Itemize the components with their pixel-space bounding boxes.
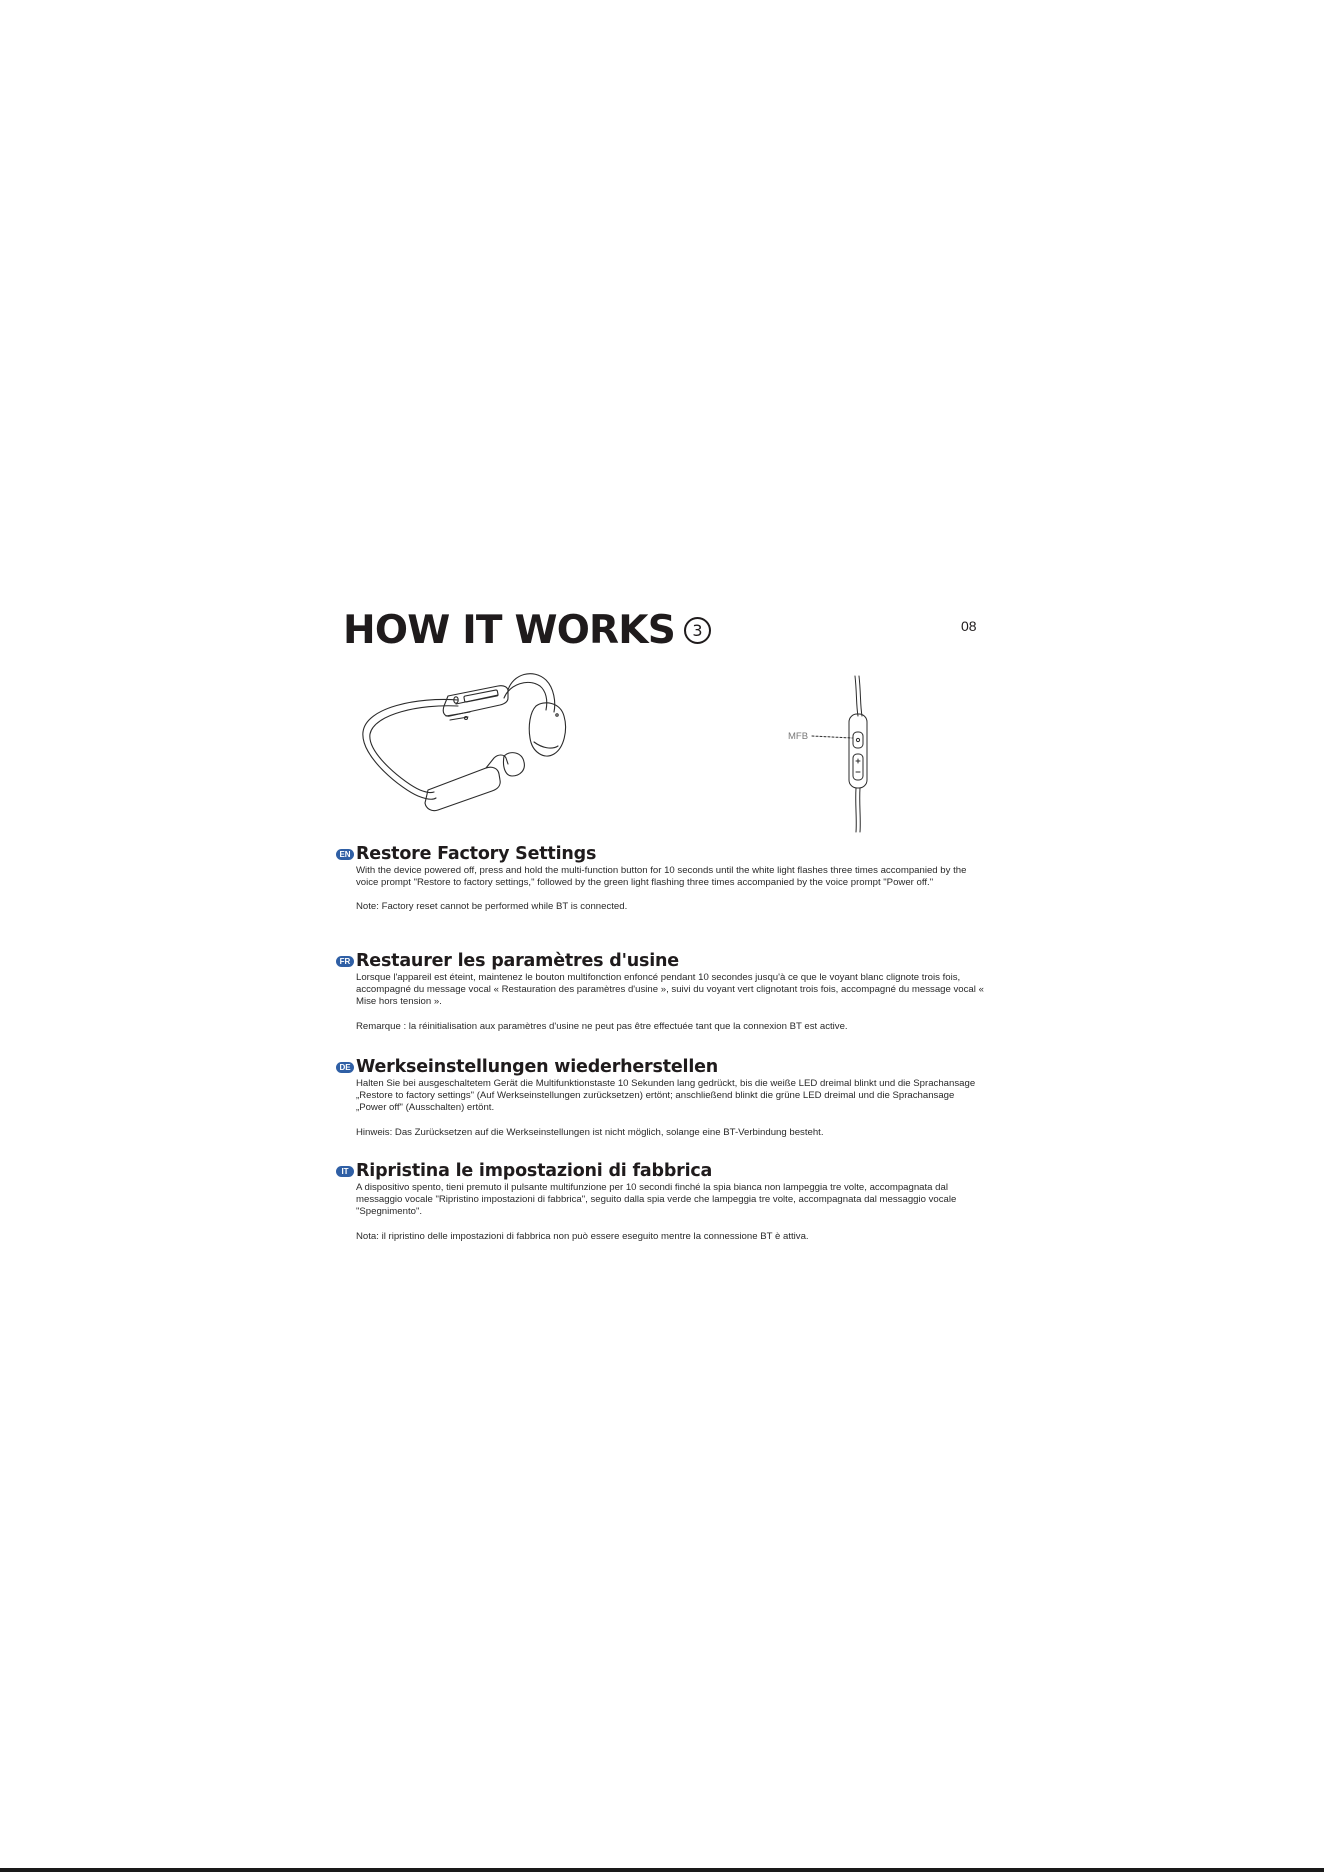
- step-number-badge: 3: [684, 617, 711, 644]
- section-title: Werkseinstellungen wiederherstellen: [356, 1057, 719, 1077]
- language-badge: FR: [336, 956, 354, 967]
- section-heading: [336, 1160, 986, 1182]
- section-heading: [336, 843, 986, 865]
- page-title: [343, 608, 711, 653]
- mfb-control-illustration: [782, 674, 892, 834]
- section-it: [336, 1160, 986, 1243]
- language-badge: DE: [336, 1062, 354, 1073]
- mfb-label: MFB: [788, 731, 809, 742]
- section-body: A dispositivo spento, tieni premuto il pulsante multifunzione per 10 secondi finché la spia bianca non lampeggia tre volte, accompagnata dal messaggio vocale "Ripristino impostazioni di fabbrica", seguito dalla spia verde che lampeggia tre volte, accompagnata dal messaggio vocale "Spegnimento".: [356, 1182, 957, 1218]
- headset-illustration: [358, 672, 618, 832]
- section-title: Ripristina le impostazioni di fabbrica: [356, 1161, 713, 1181]
- section-note: Remarque : la réinitialisation aux paramètres d'usine ne peut pas être effectuée tant que la connexion BT est active.: [356, 1020, 848, 1032]
- section-note: Hinweis: Das Zurücksetzen auf die Werkseinstellungen ist nicht möglich, solange eine BT-Verbindung besteht.: [356, 1126, 824, 1138]
- section-title: Restore Factory Settings: [356, 844, 597, 864]
- language-badge: IT: [336, 1166, 354, 1177]
- section-body: With the device powered off, press and hold the multi-function button for 10 seconds until the white light flashes three times accompanied by the voice prompt "Restore to factory settings," followed by the green light flashing three times accompanied by the voice prompt "Power off.": [356, 865, 967, 889]
- section-de: [336, 1056, 986, 1139]
- section-note: Note: Factory reset cannot be performed while BT is connected.: [356, 901, 628, 913]
- language-badge: EN: [336, 849, 354, 860]
- section-body: Lorsque l'appareil est éteint, maintenez le bouton multifonction enfoncé pendant 10 secondes jusqu'à ce que le voyant blanc clignote trois fois, accompagné du message vocal « Restauration des paramètres d'usine », suivi du voyant vert clignotant trois fois, accompagné du message vocal « Mise hors tension ».: [356, 972, 984, 1008]
- page-bottom-rule: [0, 1868, 1324, 1872]
- section-body: Halten Sie bei ausgeschaltetem Gerät die Multifunktionstaste 10 Sekunden lang gedrückt, bis die weiße LED dreimal blinkt und die Sprachansage „Restore to factory settings" (Auf Werkseinstellungen zurücksetzen) ertönt; anschließend blinkt die grüne LED dreimal und die Sprachansage „Power off" (Ausschalten) ertönt.: [356, 1078, 976, 1114]
- section-title: Restaurer les paramètres d'usine: [356, 951, 679, 971]
- section-heading: [336, 950, 986, 972]
- section-fr: [336, 950, 986, 1033]
- page-title-text: HOW IT WORKS: [343, 608, 675, 653]
- page-number: 08: [961, 618, 977, 634]
- section-note: Nota: il ripristino delle impostazioni di fabbrica non può essere eseguito mentre la connessione BT è attiva.: [356, 1230, 809, 1242]
- section-en: [336, 843, 986, 914]
- section-heading: [336, 1056, 986, 1078]
